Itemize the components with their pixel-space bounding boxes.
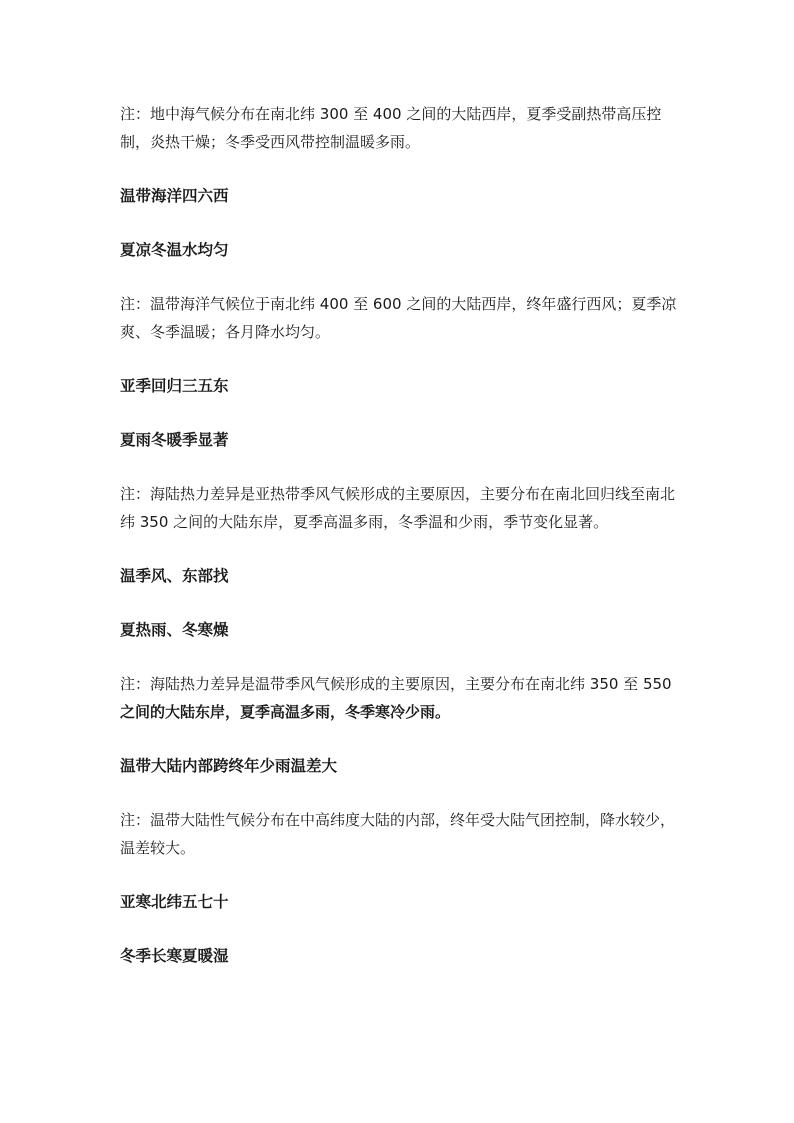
heading-summer-rain-winter-warm: 夏雨冬暖季显著 bbox=[120, 431, 229, 449]
heading-cool-summer-warm-winter: 夏凉冬温水均匀 bbox=[120, 241, 229, 259]
heading-temperate-continental: 温带大陆内部跨终年少雨温差大 bbox=[120, 757, 338, 775]
note-temperate-continental bbox=[120, 806, 680, 862]
heading-temperate-maritime: 温带海洋四六西 bbox=[120, 187, 229, 205]
heading-summer-hot-rain-winter-cold-dry: 夏热雨、冬寒燥 bbox=[120, 621, 229, 639]
note-subtropical-monsoon bbox=[120, 480, 680, 536]
heading-subarctic: 亚寒北纬五七十 bbox=[120, 893, 229, 911]
note-temperate-maritime bbox=[120, 290, 680, 346]
note-mediterranean bbox=[120, 100, 680, 156]
note-bold-tail: 之间的大陆东岸，夏季高温多雨，冬季寒冷少雨。 bbox=[120, 703, 451, 721]
note-text: 注：海陆热力差异是亚热带季风气候形成的主要原因，主要分布在南北回归线至南北纬 350 之间的大陆东岸，夏季高温多雨，冬季温和少雨，季节变化显著。 bbox=[120, 485, 676, 531]
heading-subtropical-monsoon: 亚季回归三五东 bbox=[120, 377, 229, 395]
heading-long-cold-winter: 冬季长寒夏暖湿 bbox=[120, 947, 229, 965]
note-temperate-monsoon bbox=[120, 670, 680, 726]
heading-temperate-monsoon: 温季风、东部找 bbox=[120, 567, 229, 585]
note-text: 注：温带大陆性气候分布在中高纬度大陆的内部，终年受大陆气团控制，降水较少，温差较大。 bbox=[120, 811, 676, 857]
note-text: 注：温带海洋气候位于南北纬 400 至 600 之间的大陆西岸，终年盛行西风；夏季凉爽、冬季温暖；各月降水均匀。 bbox=[120, 295, 677, 341]
note-text: 注：海陆热力差异是温带季风气候形成的主要原因，主要分布在南北纬 350 至 550 bbox=[120, 675, 672, 693]
note-text: 注：地中海气候分布在南北纬 300 至 400 之间的大陆西岸，夏季受副热带高压控制，炎热干燥；冬季受西风带控制温暖多雨。 bbox=[120, 105, 662, 151]
